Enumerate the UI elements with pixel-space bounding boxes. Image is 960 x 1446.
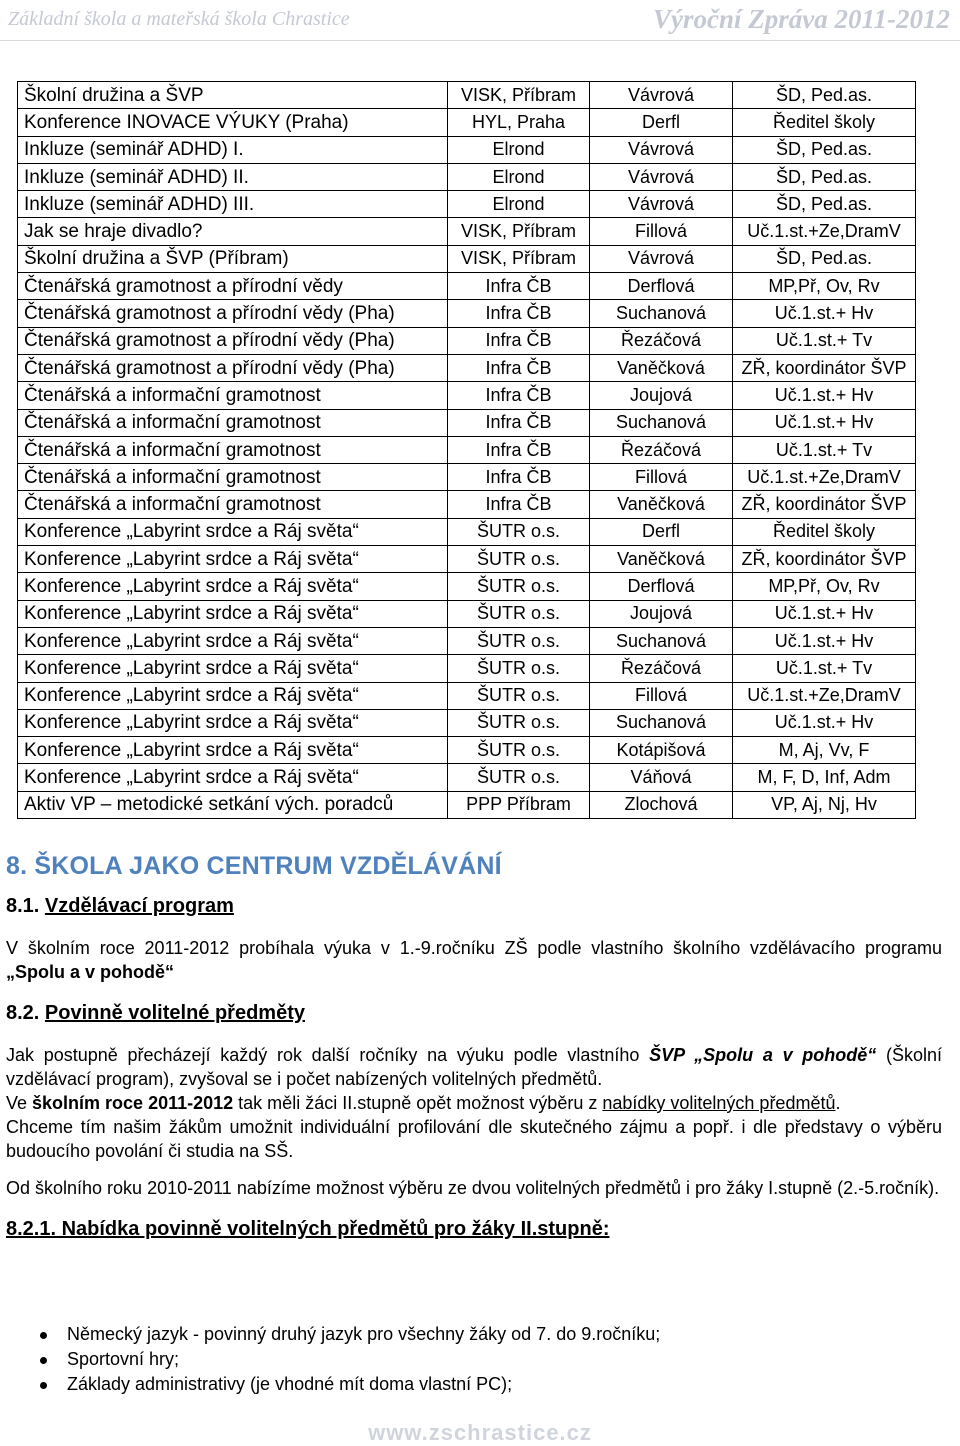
organizer-cell: VISK, Příbram — [448, 82, 590, 109]
course-cell: Čtenářská a informační gramotnost — [18, 409, 448, 436]
school-name: Základní škola a mateřská škola Chrastice — [8, 8, 350, 30]
organizer-cell: ŠUTR o.s. — [448, 627, 590, 654]
role-cell: Uč.1.st.+ Tv — [733, 436, 916, 463]
organizer-cell: ŠUTR o.s. — [448, 737, 590, 764]
organizer-cell: Infra ČB — [448, 300, 590, 327]
participant-cell: Joujová — [590, 382, 733, 409]
participant-cell: Derflová — [590, 573, 733, 600]
course-cell: Konference „Labyrint srdce a Ráj světa“ — [18, 655, 448, 682]
table-row — [18, 655, 916, 682]
role-cell: ŠD, Ped.as. — [733, 163, 916, 190]
role-cell: Uč.1.st.+ Hv — [733, 409, 916, 436]
list-item: Sportovní hry; — [40, 1347, 660, 1372]
participant-cell: Vávrová — [590, 191, 733, 218]
role-cell: Uč.1.st.+ Hv — [733, 382, 916, 409]
report-title: Výroční Zpráva 2011-2012 — [653, 4, 950, 34]
organizer-cell: ŠUTR o.s. — [448, 573, 590, 600]
paragraph-8-2-first-stage: Od školního roku 2010-2011 nabízíme možnost výběru ze dvou volitelných předmětů i pro žáky I.stupně (2.-5.ročník). — [6, 1178, 940, 1198]
heading-8-2-1-title: 8.2.1. Nabídka povinně volitelných předmětů pro žáky II.stupně: — [6, 1218, 610, 1240]
table-row — [18, 191, 916, 218]
table-row — [18, 245, 916, 272]
course-cell: Čtenářská gramotnost a přírodní vědy (Pha) — [18, 354, 448, 381]
table-row — [18, 218, 916, 245]
table-row — [18, 382, 916, 409]
course-cell: Čtenářská gramotnost a přírodní vědy (Pha) — [18, 327, 448, 354]
participant-cell: Vaněčková — [590, 546, 733, 573]
table-row — [18, 136, 916, 163]
course-cell: Jak se hraje divadlo? — [18, 218, 448, 245]
svp-name: ŠVP „Spolu a v pohodě“ — [649, 1045, 877, 1065]
course-cell: Inkluze (seminář ADHD) II. — [18, 163, 448, 190]
organizer-cell: Infra ČB — [448, 464, 590, 491]
organizer-cell: ŠUTR o.s. — [448, 709, 590, 736]
table-row — [18, 327, 916, 354]
role-cell: Uč.1.st.+ Hv — [733, 300, 916, 327]
course-cell: Čtenářská a informační gramotnost — [18, 491, 448, 518]
participant-cell: Fillová — [590, 218, 733, 245]
table-row — [18, 737, 916, 764]
course-cell: Konference „Labyrint srdce a Ráj světa“ — [18, 627, 448, 654]
p2c: tak měli žáci II.stupně opět možnost výběru z — [233, 1093, 603, 1113]
role-cell: Uč.1.st.+Ze,DramV — [733, 464, 916, 491]
participant-cell: Vávrová — [590, 82, 733, 109]
role-cell: Uč.1.st.+ Tv — [733, 655, 916, 682]
training-table — [17, 81, 916, 819]
course-cell: Konference „Labyrint srdce a Ráj světa“ — [18, 737, 448, 764]
paragraph-8-1-text: V školním roce 2011-2012 probíhala výuka v 1.-9.ročníku ZŠ podle vlastního školního vzdělávacího programu — [6, 938, 942, 958]
paragraph-8-1 — [6, 936, 942, 984]
table-row — [18, 600, 916, 627]
table-row — [18, 354, 916, 381]
table-row — [18, 682, 916, 709]
role-cell: ŠD, Ped.as. — [733, 245, 916, 272]
table-row — [18, 518, 916, 545]
organizer-cell: ŠUTR o.s. — [448, 600, 590, 627]
participant-cell: Fillová — [590, 464, 733, 491]
organizer-cell: ŠUTR o.s. — [448, 655, 590, 682]
participant-cell: Suchanová — [590, 709, 733, 736]
role-cell: ZŘ, koordinátor ŠVP — [733, 546, 916, 573]
offer-link-text: nabídky volitelných předmětů — [602, 1093, 836, 1113]
role-cell: Uč.1.st.+Ze,DramV — [733, 218, 916, 245]
participant-cell: Řezáčová — [590, 436, 733, 463]
course-cell: Konference „Labyrint srdce a Ráj světa“ — [18, 518, 448, 545]
role-cell: Uč.1.st.+ Hv — [733, 600, 916, 627]
participant-cell: Suchanová — [590, 409, 733, 436]
table-row — [18, 546, 916, 573]
organizer-cell: Infra ČB — [448, 491, 590, 518]
organizer-cell: Infra ČB — [448, 273, 590, 300]
table-row — [18, 627, 916, 654]
organizer-cell: VISK, Příbram — [448, 245, 590, 272]
course-cell: Konference „Labyrint srdce a Ráj světa“ — [18, 764, 448, 791]
table-row — [18, 764, 916, 791]
participant-cell: Váňová — [590, 764, 733, 791]
participant-cell: Derfl — [590, 109, 733, 136]
participant-cell: Vávrová — [590, 136, 733, 163]
table-row — [18, 163, 916, 190]
section-title: 8. ŠKOLA JAKO CENTRUM VZDĚLÁVÁNÍ — [6, 852, 502, 880]
p2a: Ve — [6, 1093, 33, 1113]
heading-8-2-number: 8.2. — [6, 1002, 40, 1024]
table-row — [18, 409, 916, 436]
table-row — [18, 109, 916, 136]
participant-cell: Vávrová — [590, 163, 733, 190]
participant-cell: Vaněčková — [590, 354, 733, 381]
table-row — [18, 791, 916, 818]
organizer-cell: Elrond — [448, 163, 590, 190]
role-cell: ZŘ, koordinátor ŠVP — [733, 354, 916, 381]
heading-8-1-number: 8.1. — [6, 895, 40, 917]
table-row — [18, 273, 916, 300]
paragraph-8-2-intro — [6, 1043, 942, 1091]
table-row — [18, 436, 916, 463]
heading-8-2-title: Povinně volitelné předměty — [44, 1002, 305, 1024]
organizer-cell: ŠUTR o.s. — [448, 518, 590, 545]
table-row — [18, 491, 916, 518]
organizer-cell: Infra ČB — [448, 354, 590, 381]
course-cell: Inkluze (seminář ADHD) I. — [18, 136, 448, 163]
organizer-cell: Elrond — [448, 136, 590, 163]
p2e: . — [835, 1093, 841, 1113]
role-cell: Ředitel školy — [733, 109, 916, 136]
role-cell: VP, Aj, Nj, Hv — [733, 791, 916, 818]
role-cell: Uč.1.st.+ Tv — [733, 327, 916, 354]
participant-cell: Fillová — [590, 682, 733, 709]
role-cell: MP,Př, Ov, Rv — [733, 273, 916, 300]
table-row — [18, 300, 916, 327]
paragraph-8-2-year — [6, 1091, 942, 1115]
role-cell: Uč.1.st.+Ze,DramV — [733, 682, 916, 709]
heading-8-2 — [6, 1002, 942, 1025]
participant-cell: Řezáčová — [590, 327, 733, 354]
heading-8-1-title: Vzdělávací program — [44, 895, 234, 917]
section-8 — [6, 852, 942, 1241]
paragraph-8-2-goal: Chceme tím našim žákům umožnit individuální profilování dle skutečného zájmu a popř. i dle představy o výběru budoucího povolání či studia na SŠ. — [6, 1117, 942, 1161]
course-cell: Školní družina a ŠVP — [18, 82, 448, 109]
course-cell: Aktiv VP – metodické setkání vých. poradců — [18, 791, 448, 818]
role-cell: ŠD, Ped.as. — [733, 82, 916, 109]
table-row — [18, 82, 916, 109]
footer-url: www.zschrastice.cz — [368, 1420, 592, 1445]
participant-cell: Řezáčová — [590, 655, 733, 682]
list-item: Základy administrativy (je vhodné mít doma vlastní PC); — [40, 1372, 660, 1397]
organizer-cell: Infra ČB — [448, 436, 590, 463]
course-cell: Čtenářská a informační gramotnost — [18, 382, 448, 409]
course-cell: Konference „Labyrint srdce a Ráj světa“ — [18, 682, 448, 709]
school-year: školním roce 2011-2012 — [32, 1093, 234, 1113]
header-rule — [0, 40, 960, 41]
course-cell: Inkluze (seminář ADHD) III. — [18, 191, 448, 218]
participant-cell: Joujová — [590, 600, 733, 627]
participant-cell: Suchanová — [590, 627, 733, 654]
list-item: Německý jazyk - povinný druhý jazyk pro všechny žáky od 7. do 9.ročníku; — [40, 1322, 660, 1347]
organizer-cell: Elrond — [448, 191, 590, 218]
p1c: (Školní vzdělávací program), zvyšoval se i počet nabízených volitelných předmětů. — [6, 1045, 943, 1089]
role-cell: ZŘ, koordinátor ŠVP — [733, 491, 916, 518]
p1a: Jak postupně přecházejí každý rok další ročníky na výuku podle vlastního — [6, 1045, 650, 1065]
course-cell: Čtenářská gramotnost a přírodní vědy — [18, 273, 448, 300]
organizer-cell: HYL, Praha — [448, 109, 590, 136]
organizer-cell: ŠUTR o.s. — [448, 546, 590, 573]
organizer-cell: Infra ČB — [448, 409, 590, 436]
heading-8-1 — [6, 895, 942, 918]
role-cell: ŠD, Ped.as. — [733, 191, 916, 218]
role-cell: MP,Př, Ov, Rv — [733, 573, 916, 600]
role-cell: M, Aj, Vv, F — [733, 737, 916, 764]
course-cell: Čtenářská a informační gramotnost — [18, 436, 448, 463]
program-name: „Spolu a v pohodě“ — [6, 962, 175, 982]
role-cell: Ředitel školy — [733, 518, 916, 545]
heading-8-2-1 — [6, 1218, 942, 1241]
course-cell: Školní družina a ŠVP (Příbram) — [18, 245, 448, 272]
organizer-cell: VISK, Příbram — [448, 218, 590, 245]
participant-cell: Vávrová — [590, 245, 733, 272]
participant-cell: Zlochová — [590, 791, 733, 818]
participant-cell: Derflová — [590, 273, 733, 300]
course-cell: Konference „Labyrint srdce a Ráj světa“ — [18, 546, 448, 573]
training-table-body — [18, 82, 916, 819]
role-cell: M, F, D, Inf, Adm — [733, 764, 916, 791]
table-row — [18, 709, 916, 736]
course-cell: Konference INOVACE VÝUKY (Praha) — [18, 109, 448, 136]
page-header — [0, 0, 960, 42]
organizer-cell: ŠUTR o.s. — [448, 764, 590, 791]
role-cell: Uč.1.st.+ Hv — [733, 627, 916, 654]
organizer-cell: Infra ČB — [448, 327, 590, 354]
course-cell: Konference „Labyrint srdce a Ráj světa“ — [18, 709, 448, 736]
organizer-cell: ŠUTR o.s. — [448, 682, 590, 709]
participant-cell: Vaněčková — [590, 491, 733, 518]
subject-list — [40, 1322, 660, 1397]
role-cell: ŠD, Ped.as. — [733, 136, 916, 163]
organizer-cell: Infra ČB — [448, 382, 590, 409]
organizer-cell: PPP Příbram — [448, 791, 590, 818]
table-row — [18, 573, 916, 600]
course-cell: Čtenářská gramotnost a přírodní vědy (Pha) — [18, 300, 448, 327]
participant-cell: Derfl — [590, 518, 733, 545]
course-cell: Čtenářská a informační gramotnost — [18, 464, 448, 491]
role-cell: Uč.1.st.+ Hv — [733, 709, 916, 736]
table-row — [18, 464, 916, 491]
participant-cell: Suchanová — [590, 300, 733, 327]
course-cell: Konference „Labyrint srdce a Ráj světa“ — [18, 573, 448, 600]
participant-cell: Kotápišová — [590, 737, 733, 764]
course-cell: Konference „Labyrint srdce a Ráj světa“ — [18, 600, 448, 627]
